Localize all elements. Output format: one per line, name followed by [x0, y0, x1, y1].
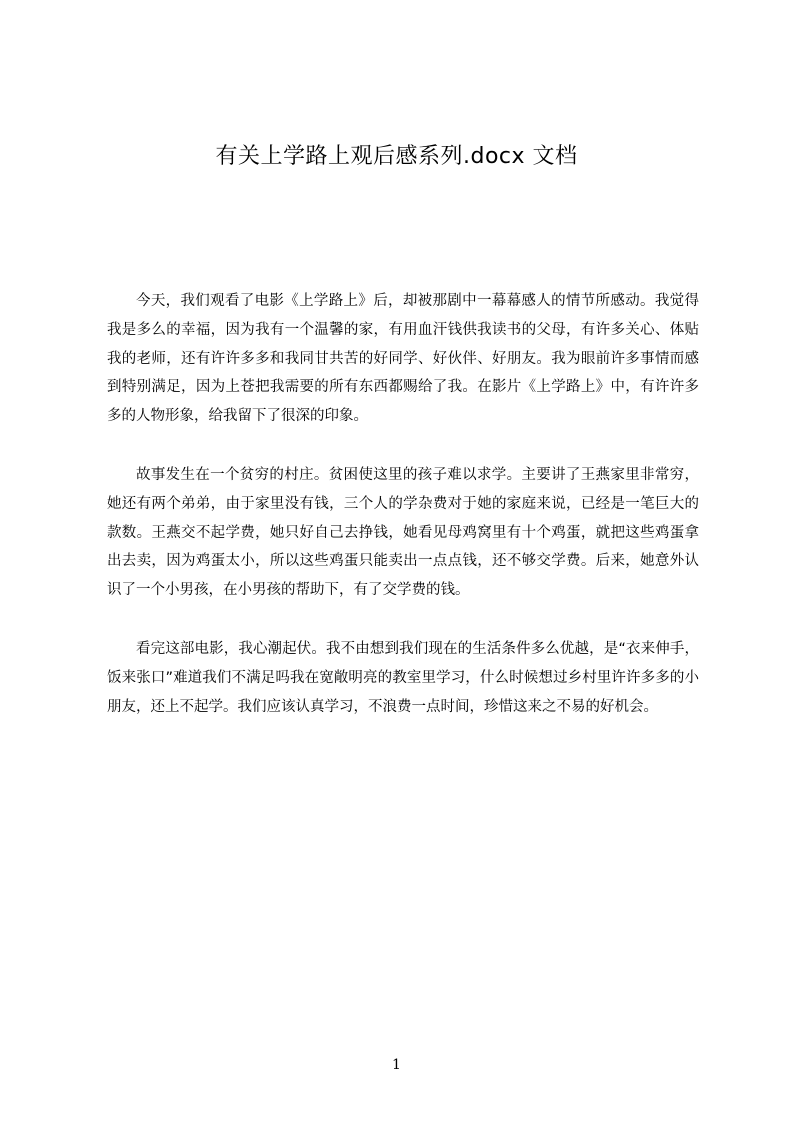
- document-body: [107, 287, 699, 751]
- paragraph-1: 今天，我们观看了电影《上学路上》后，却被那剧中一幕幕感人的情节所感动。我觉得我是多么的幸福，因为我有一个温馨的家，有用血汗钱供我读书的父母，有许多关心、体贴我的老师，还有许许多多和我同甘共苦的好同学、好伙伴、好朋友。我为眼前许多事情而感到特别满足，因为上苍把我需要的所有东西都赐给了我。在影片《上学路上》中，有许许多多的人物形象，给我留下了很深的印象。: [107, 293, 699, 425]
- document-title: 有关上学路上观后感系列.docx 文档: [215, 144, 578, 169]
- page-number: 1: [392, 1057, 401, 1073]
- paragraph-3: 看完这部电影，我心潮起伏。我不由想到我们现在的生活条件多么优越，是“衣来伸手，饭来张口”难道我们不满足吗我在宽敞明亮的教室里学习，什么时候想过乡村里许许多多的小朋友，还上不起学。我们应该认真学习，不浪费一点时间，珍惜这来之不易的好机会。: [107, 640, 699, 715]
- paragraph-2: 故事发生在一个贫穷的村庄。贫困使这里的孩子难以求学。主要讲了王燕家里非常穷，她还有两个弟弟，由于家里没有钱，三个人的学杂费对于她的家庭来说，已经是一笔巨大的款数。王燕交不起学费，她只好自己去挣钱，她看见母鸡窝里有十个鸡蛋，就把这些鸡蛋拿出去卖，因为鸡蛋太小，所以这些鸡蛋只能卖出一点点钱，还不够交学费。后来，她意外认识了一个小男孩，在小男孩的帮助下，有了交学费的钱。: [107, 466, 699, 599]
